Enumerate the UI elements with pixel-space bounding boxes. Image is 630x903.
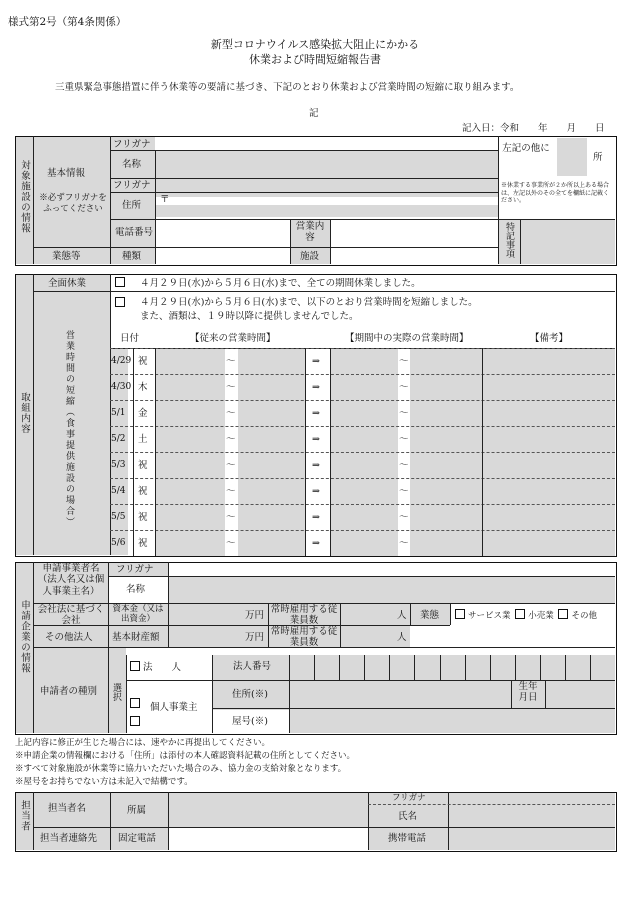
row-tilde-1: ～ bbox=[226, 538, 236, 549]
row-arrow: ⇒ bbox=[312, 486, 320, 497]
row-date: 5/1 bbox=[111, 408, 126, 418]
corporation-checkbox[interactable] bbox=[130, 661, 140, 671]
row-arrow: ⇒ bbox=[312, 460, 320, 471]
dept-label: 所属 bbox=[127, 805, 147, 816]
furigana-label-1: フリガナ bbox=[113, 139, 151, 150]
furigana-label-2: フリガナ bbox=[113, 180, 151, 191]
employees-label-1: 常時雇用する従業員数 bbox=[270, 604, 338, 627]
company-furigana-label: フリガナ bbox=[116, 564, 154, 575]
row-tilde-1: ～ bbox=[226, 382, 236, 393]
other-label: その他 bbox=[571, 611, 597, 621]
efforts-section-label: 取組内容 bbox=[19, 392, 30, 434]
kind-label: 種類 bbox=[122, 251, 142, 262]
row-day: 祝 bbox=[138, 460, 148, 471]
select-label: 選択 bbox=[111, 683, 121, 701]
row-tilde-2: ～ bbox=[399, 408, 409, 419]
employees-unit-2: 人 bbox=[397, 632, 407, 643]
row-tilde-1: ～ bbox=[226, 460, 236, 471]
shorten-text-1: ４月２９日(水)から５月６日(水)まで、以下のとおり営業時間を短縮しました。 bbox=[140, 297, 478, 308]
phone-label: 電話番号 bbox=[115, 227, 154, 238]
birth-date-label: 生年月日 bbox=[518, 681, 538, 704]
company-name-label: 名称 bbox=[126, 584, 146, 595]
row-tilde-2: ～ bbox=[399, 538, 409, 549]
note-3: ※すべて対象施設が休業等に協力いただいた場合のみ、協力金の支給対象となります。 bbox=[15, 764, 347, 774]
facility-section-label: 対象施設の情報 bbox=[19, 160, 30, 234]
note-4: ※屋号をお持ちでない方は未記入で結構です。 bbox=[15, 777, 193, 787]
special-notes-label: 特記事項 bbox=[504, 222, 514, 258]
retail-checkbox[interactable] bbox=[515, 609, 525, 619]
row-day: 祝 bbox=[138, 486, 148, 497]
col-date-header: 日付 bbox=[120, 333, 140, 344]
row-date: 4/29 bbox=[111, 356, 132, 366]
sole-prop-checkbox-wrap[interactable] bbox=[130, 698, 143, 710]
shop-name-label: 屋号(※) bbox=[232, 716, 268, 727]
row-tilde-2: ～ bbox=[399, 356, 409, 367]
row-date: 5/2 bbox=[111, 434, 126, 444]
row-arrow: ⇒ bbox=[312, 538, 320, 549]
company-section-label: 申請企業の情報 bbox=[19, 600, 30, 674]
row-arrow: ⇒ bbox=[312, 356, 320, 367]
row-day: 金 bbox=[138, 408, 148, 419]
shorten-hours-checkbox[interactable] bbox=[115, 297, 125, 307]
shorten-option[interactable] bbox=[115, 297, 128, 309]
intro-text: 三重県緊急事態措置に伴う休業等の要請に基づき、下記のとおり休業および営業時間の短縮に取り組みます。 bbox=[55, 82, 520, 93]
capital-unit: 万円 bbox=[245, 610, 265, 621]
row-arrow: ⇒ bbox=[312, 434, 320, 445]
corp-law-label: 会社法に基づく会社 bbox=[37, 604, 105, 627]
row-date: 5/5 bbox=[111, 512, 126, 522]
row-tilde-2: ～ bbox=[399, 434, 409, 445]
shorten-hours-label: 営業時間の短縮（食事提供施設の場合） bbox=[64, 330, 74, 528]
row-arrow: ⇒ bbox=[312, 512, 320, 523]
business-type-options[interactable] bbox=[455, 609, 597, 621]
facility-address-label: 住所 bbox=[122, 200, 142, 211]
shorten-text-2: また、酒類は、１９時以降に提供しませんでした。 bbox=[140, 311, 359, 322]
row-day: 土 bbox=[138, 434, 148, 445]
col-note-header: 【備考】 bbox=[530, 333, 569, 344]
capital-label: 資本金（又は出資金） bbox=[112, 604, 164, 625]
row-tilde-1: ～ bbox=[226, 408, 236, 419]
facility-count-unit: 所 bbox=[593, 152, 603, 163]
sole-prop-checkbox[interactable] bbox=[130, 698, 140, 708]
row-date: 5/4 bbox=[111, 486, 126, 496]
row-tilde-1: ～ bbox=[226, 434, 236, 445]
row-date: 5/6 bbox=[111, 538, 126, 548]
sole-prop-label: 個人事業主 bbox=[150, 702, 198, 713]
row-date: 4/30 bbox=[111, 382, 132, 392]
row-date: 5/3 bbox=[111, 460, 126, 470]
basic-info-label: 基本情報 bbox=[47, 168, 86, 179]
property-unit: 万円 bbox=[245, 632, 265, 643]
note-1: 上記内容に修正が生じた場合には、速やかに再提出してください。 bbox=[15, 738, 271, 748]
business-type-label: 業態等 bbox=[52, 251, 81, 262]
ki-label: 記 bbox=[309, 108, 319, 119]
contact-info-label: 担当者連絡先 bbox=[40, 833, 98, 844]
row-arrow: ⇒ bbox=[312, 382, 320, 393]
full-closure-text: ４月２９日(水)から５月６日(水)まで、全ての期間休業しました。 bbox=[140, 278, 421, 289]
title-line1: 新型コロナウイルス感染拡大阻止にかかる bbox=[210, 38, 420, 51]
row-day: 木 bbox=[138, 382, 148, 393]
postal-mark: 〒 bbox=[160, 194, 170, 205]
row-day: 祝 bbox=[138, 538, 148, 549]
corporation-option[interactable] bbox=[130, 661, 181, 673]
full-closure-checkbox[interactable] bbox=[115, 277, 125, 287]
service-label: サービス業 bbox=[468, 611, 511, 621]
employees-unit-1: 人 bbox=[397, 610, 407, 621]
contact-section-label: 担当者 bbox=[19, 800, 30, 832]
row-tilde-1: ～ bbox=[226, 356, 236, 367]
applicant-type-label: 申請者の種別 bbox=[40, 686, 98, 697]
corporation-label: 法 人 bbox=[143, 662, 182, 673]
shop-checkbox-wrap[interactable] bbox=[130, 716, 143, 728]
form-number: 様式第2号（第4条関係） bbox=[8, 16, 127, 28]
contact-name-label: 氏名 bbox=[398, 811, 418, 822]
col-before-header: 【従来の営業時間】 bbox=[190, 333, 276, 344]
row-tilde-2: ～ bbox=[399, 486, 409, 497]
retail-label: 小売業 bbox=[528, 611, 554, 621]
basic-property-label: 基本財産額 bbox=[112, 632, 160, 643]
entry-date: 記入日：令和 年 月 日 bbox=[462, 123, 605, 134]
other-facilities-label: 左記の他に bbox=[502, 143, 550, 154]
applicant-name-label: 申請事業者名（法人名又は個人事業主名） bbox=[37, 563, 105, 597]
col-during-header: 【期間中の実際の営業時間】 bbox=[345, 333, 469, 344]
row-arrow: ⇒ bbox=[312, 408, 320, 419]
row-tilde-2: ～ bbox=[399, 460, 409, 471]
full-closure-option[interactable] bbox=[115, 277, 128, 289]
facility-name-label: 名称 bbox=[122, 159, 142, 170]
title-line2: 休業および時間短縮報告書 bbox=[249, 53, 381, 66]
other-corp-label: その他法人 bbox=[45, 632, 93, 643]
mobile-label: 携帯電話 bbox=[388, 833, 427, 844]
person-name-label: 担当者名 bbox=[48, 803, 87, 814]
employees-label-2: 常時雇用する従業員数 bbox=[270, 626, 338, 649]
row-tilde-1: ～ bbox=[226, 486, 236, 497]
multi-facility-note: ※休業する事業所が２か所以上ある場合は、左記以外のその全てを欄紙に記載ください。 bbox=[501, 182, 610, 204]
corp-number-label: 法人番号 bbox=[233, 661, 272, 672]
other-checkbox[interactable] bbox=[558, 609, 568, 619]
furigana-note: ※必ずフリガナをふってください bbox=[39, 193, 107, 214]
row-day: 祝 bbox=[138, 512, 148, 523]
landline-label: 固定電話 bbox=[118, 833, 157, 844]
note-2: ※申請企業の情報欄における「住所」は添付の本人確認資料記載の住所としてください。 bbox=[15, 751, 356, 761]
shop-name-checkbox[interactable] bbox=[130, 716, 140, 726]
service-checkbox[interactable] bbox=[455, 609, 465, 619]
address-ref-label: 住所(※) bbox=[232, 689, 268, 700]
row-day: 祝 bbox=[138, 356, 148, 367]
row-tilde-1: ～ bbox=[226, 512, 236, 523]
contact-furigana-label: フリガナ bbox=[392, 793, 426, 803]
full-closure-label: 全面休業 bbox=[48, 278, 87, 289]
business-content-label: 営業内容 bbox=[295, 221, 325, 244]
row-tilde-2: ～ bbox=[399, 382, 409, 393]
business-type-label-2: 業態 bbox=[420, 610, 440, 621]
establishment-label: 施設 bbox=[300, 251, 320, 262]
row-tilde-2: ～ bbox=[399, 512, 409, 523]
